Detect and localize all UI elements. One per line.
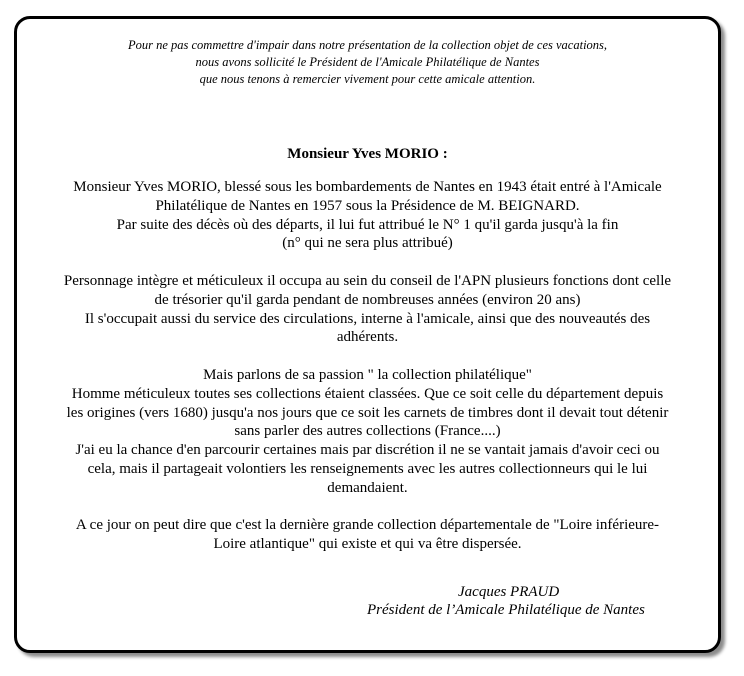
paragraph-gap xyxy=(17,253,718,272)
intro-line: que nous tenons à remercier vivement pour cette amicale attention. xyxy=(199,72,536,86)
body-line: Loire atlantique" qui existe et qui va être dispersée. xyxy=(213,536,522,553)
body-line: cela, mais il partageait volontiers les renseignements avec les autres collectionneurs qui le lui xyxy=(87,460,648,477)
body-line: Monsieur Yves MORIO, blessé sous les bombardements de Nantes en 1943 était entré à l'Amicale xyxy=(73,179,662,195)
document-frame xyxy=(14,16,721,653)
body-line: Philatélique de Nantes en 1957 sous la Présidence de M. BEIGNARD. xyxy=(155,197,580,214)
paragraph-gap xyxy=(17,347,718,366)
document-heading: Monsieur Yves MORIO : xyxy=(287,146,448,162)
signature-name: Jacques PRAUD xyxy=(458,584,560,600)
body-line: Il s'occupait aussi du service des circulations, interne à l'amicale, ainsi que des nouveautés des xyxy=(84,310,651,327)
body-line: Par suite des décès où des départs, il lui fut attribué le N° 1 qu'il garda jusqu'à la fin xyxy=(116,216,619,233)
body-line: Homme méticuleux toutes ses collections étaient classées. Que ce soit celle du département depuis xyxy=(71,385,664,402)
document-body xyxy=(17,178,718,554)
body-line: sans parler des autres collections (France....) xyxy=(234,423,501,440)
body-line: les origines (vers 1680) jusqu'a nos jours que ce soit les carnets de timbres dont il devait tout détenir xyxy=(66,404,669,421)
body-line: de trésorier qu'il garda pendant de nombreuses années (environ 20 ans) xyxy=(154,291,581,308)
body-line: J'ai eu la chance d'en parcourir certaines mais par discrétion il ne se vantait jamais d'avoir ceci ou xyxy=(75,442,660,459)
body-line: demandaient. xyxy=(327,479,408,496)
body-line: Mais parlons de sa passion " la collection philatélique" xyxy=(203,366,532,383)
intro-note xyxy=(17,37,718,88)
intro-line: nous avons sollicité le Président de l'Amicale Philatélique de Nantes xyxy=(195,55,540,69)
body-line: Personnage intègre et méticuleux il occupa au sein du conseil de l'APN plusieurs fonctions dont celle xyxy=(63,272,672,289)
paragraph-gap xyxy=(17,498,718,517)
intro-line: Pour ne pas commettre d'impair dans notre présentation de la collection objet de ces vacations, xyxy=(127,38,608,52)
body-line: adhérents. xyxy=(336,329,399,346)
body-line: A ce jour on peut dire que c'est la dernière grande collection départementale de "Loire inférieure- xyxy=(75,517,660,534)
body-line: (n° qui ne sera plus attribué) xyxy=(282,235,453,252)
signature-block xyxy=(367,583,707,619)
signature-title: Président de l’Amicale Philatélique de Nantes xyxy=(367,602,645,618)
